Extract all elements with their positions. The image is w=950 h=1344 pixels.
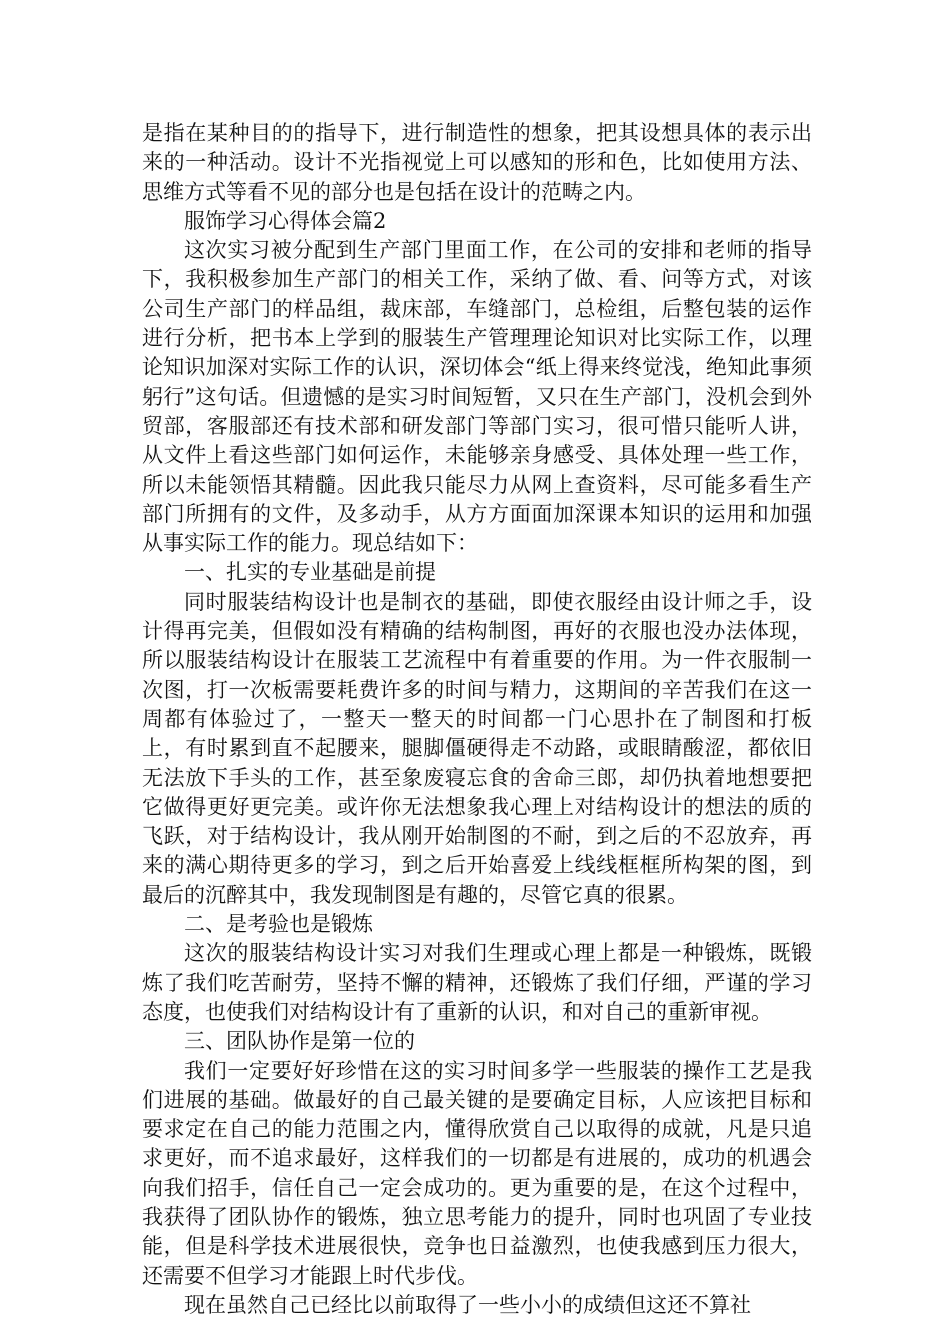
paragraph-internship-intro: 这次实习被分配到生产部门里面工作，在公司的安排和老师的指导下，我积极参加生产部门的相关工作，采纳了做、看、问等方式，对该公司生产部门的样品组，裁床部，车缝部门，总检组，后整包装的运作进行分析，把书本上学到的服装生产管理理论知识对比实际工作，以理论知识加深对实际工作的认识，深切体会“纸上得来终觉浅，绝知此事须躬行”这句话。但遗憾的是实习时间短暂，又只在生产部门，没机会到外贸部，客服部还有技术部和研发部门等部门实习，很可惜只能听人讲，从文件上看这些部门如何运作，未能够亲身感受、具体处理一些工作，所以未能领悟其精髓。因此我只能尽力从网上查资料，尽可能多看生产部门所拥有的文件，及多动手，从方方面面加深课本知识的运用和加强从事实际工作的能力。现总结如下：: [142, 238, 812, 556]
heading-3: 三、团队协作是第一位的: [184, 1029, 415, 1054]
paragraph-continuation: 是指在某种目的的指导下，进行制造性的想象，把其设想具体的表示出来的一种活动。设计不光指视觉上可以感知的形和色，比如使用方法、思维方式等看不见的部分也是包括在设计的范畴之内。: [142, 121, 812, 204]
document-page: [142, 119, 812, 1320]
paragraph-training: 这次的服装结构设计实习对我们生理或心理上都是一种锻炼，既锻炼了我们吃苦耐劳，坚持不懈的精神，还锻炼了我们仔细，严谨的学习态度，也使我们对结构设计有了重新的认识，和对自己的重新审视。: [142, 941, 812, 1024]
heading-1: 一、扎实的专业基础是前提: [184, 560, 436, 585]
paragraph-closing: 现在虽然自己已经比以前取得了一些小小的成绩但这还不算社: [184, 1292, 751, 1317]
paragraph-teamwork: 我们一定要好好珍惜在这的实习时间多学一些服装的操作工艺是我们进展的基础。做最好的自己最关键的是要确定目标，人应该把目标和要求定在自己的能力范围之内，懂得欣赏自己以取得的成就，凡是只追求更好，而不追求最好，这样我们的一切都是有进展的，成功的机遇会向我们招手，信任自己一定会成功的。更为重要的是，在这个过程中，我获得了团队协作的锻炼，独立思考能力的提升，同时也巩固了专业技能，但是科学技术进展很快，竞争也日益激烈，也使我感到压力很大，还需要不但学习才能跟上时代步伐。: [142, 1058, 812, 1288]
section-title: 服饰学习心得体会篇2: [184, 208, 387, 233]
heading-2: 二、是考验也是锻炼: [184, 912, 373, 937]
paragraph-structure-design: 同时服装结构设计也是制衣的基础，即使衣服经由设计师之手，设计得再完美，但假如没有精确的结构制图，再好的衣服也没办法体现，所以服装结构设计在服装工艺流程中有着重要的作用。为一件衣服制一次图，打一次板需要耗费许多的时间与精力，这期间的辛苦我们在这一周都有体验过了，一整天一整天的时间都一门心思扑在了制图和打板上，有时累到直不起腰来，腿脚僵硬得走不动路，或眼睛酸涩，都依旧无法放下手头的工作，甚至象废寝忘食的舍命三郎，却仍执着地想要把它做得更好更完美。或许你无法想象我心理上对结构设计的想法的质的飞跃，对于结构设计，我从刚开始制图的不耐，到之后的不忍放弃，再来的满心期待更多的学习，到之后开始喜爱上线线框框所构架的图，到最后的沉醉其中，我发现制图是有趣的，尽管它真的很累。: [142, 589, 812, 907]
